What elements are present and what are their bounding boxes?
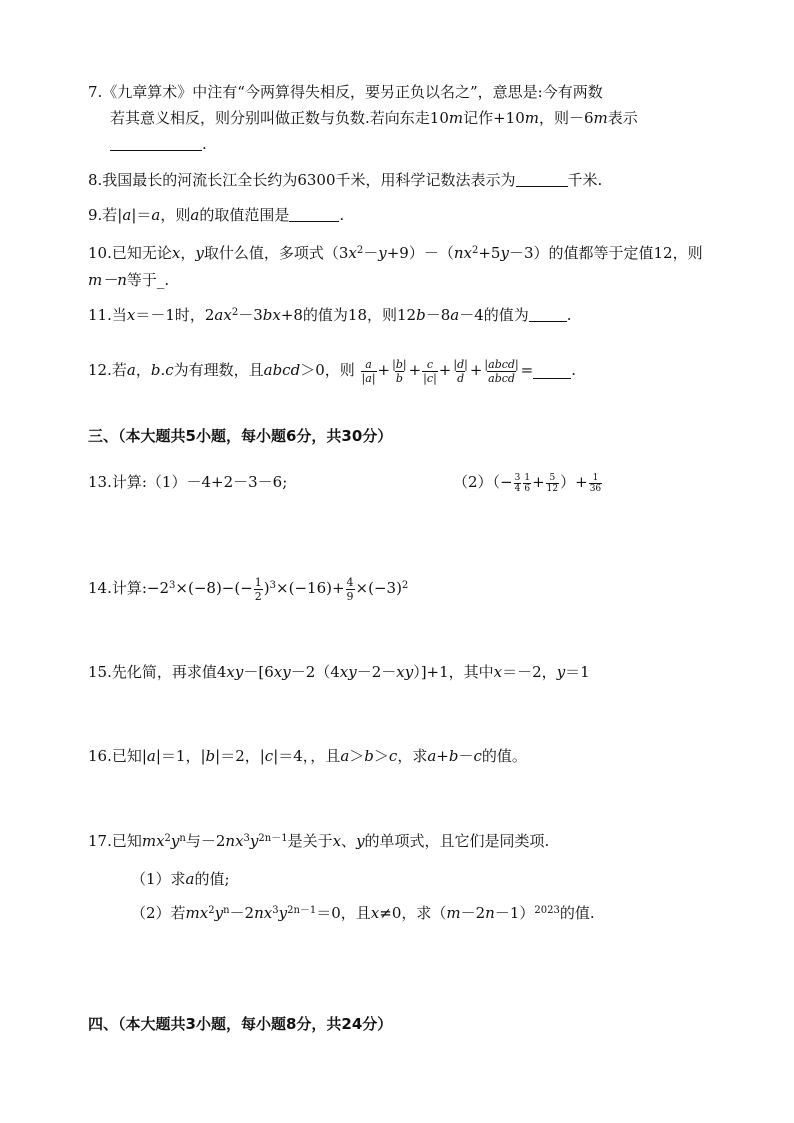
section-4-heading: 四、（本大题共3小题，每小题8分，共24分） — [88, 1015, 393, 1033]
fraction-abs-d-over-d: $\frac{|d|}{d}$ — [453, 357, 468, 385]
question-13-part-2: （2）（− $\frac{3}{4}$ $\frac{1}{6}$ + $\frac{5}{12}$ ）+ $\frac{1}{36}$ — [453, 472, 602, 494]
question-15: 15.先化简，再求值4xy－[6xy－2（4xy－2－xy）]+1，其中x＝－2，y＝1 — [88, 663, 590, 681]
question-7-line-1: 7.《九章算术》中注有“今两算得失相反，要另正负以名之”，意思是:今有两数 — [88, 83, 603, 101]
question-12: 12.若a，b.c为有理数，且abcd＞0，则 $\frac{a}{|a|}$ + $\frac{|b|}{b}$ + $\frac{c}{|c|}$ + $\frac{|d|}{d}$ + $\frac{\text{|abcd|}}{\text{abcd}}$ = . — [88, 357, 577, 385]
question-7-line-2: 若其意义相反，则分别叫做正数与负数.若向东走10m记作+10m，则－6m表示 — [110, 109, 638, 127]
question-10-line-1: 10.已知无论x，y取什么值，多项式$(3x^2-y+9)-(nx^2+5y-3)$的值都等于定值12，则 — [88, 244, 703, 262]
question-11: 11.当x＝－1时，$2ax^2-3bx+8$的值为18，则12b－8a－4的值为 . — [88, 306, 572, 324]
question-9: 9.若|a|＝a，则a的取值范围是 . — [88, 206, 345, 224]
question-10-line-2: m－n等于_. — [88, 271, 170, 289]
answer-blank[interactable] — [533, 364, 571, 379]
question-17: 17.已知$mx^2y^n$与$-2nx^3y^{2n-1}$是关于x、y的单项式，且它们是同类项. — [88, 832, 550, 850]
question-16: 16.已知|a|＝1，|b|＝2，|c|＝4，，且a＞b＞c，求a+b－c的值。 — [88, 747, 527, 765]
answer-blank[interactable] — [516, 172, 568, 187]
answer-blank[interactable] — [110, 136, 202, 151]
question-8: 8.我国最长的河流长江全长约为6300千米，用科学记数法表示为 千米. — [88, 171, 603, 189]
question-17-sub-1: （1）求a的值; — [131, 870, 230, 888]
fraction-c-over-abs-c: $\frac{c}{|c|}$ — [423, 357, 437, 385]
question-13-part-1: 13.计算:（1）－4+2－3－6; — [88, 473, 288, 491]
section-3-heading: 三、（本大题共5小题，每小题6分，共30分） — [88, 427, 393, 445]
fraction-abs-abcd-over-abcd: $\frac{\text{|abcd|}}{\text{abcd}}$ — [484, 357, 519, 385]
question-14: 14.计算$:-2^3\times(-8)-(-$ $\frac{1}{2}$ )$^3$×(−16)+ $\frac{4}{9}$ $\times(-3)^2$ — [88, 575, 409, 603]
question-17-sub-2: （2）若$mx^2y^n-2nx^3y^{2n-1}=0$，且x≠0，求$(m-2n-1)^{2023}$的值. — [131, 904, 595, 922]
answer-blank[interactable] — [289, 207, 339, 222]
question-7-line-3: . — [110, 134, 207, 154]
fraction-a-over-abs-a: $\frac{a}{|a|}$ — [361, 357, 376, 385]
answer-blank[interactable] — [529, 307, 567, 322]
fraction-abs-b-over-b: $\frac{|b|}{b}$ — [392, 357, 407, 385]
